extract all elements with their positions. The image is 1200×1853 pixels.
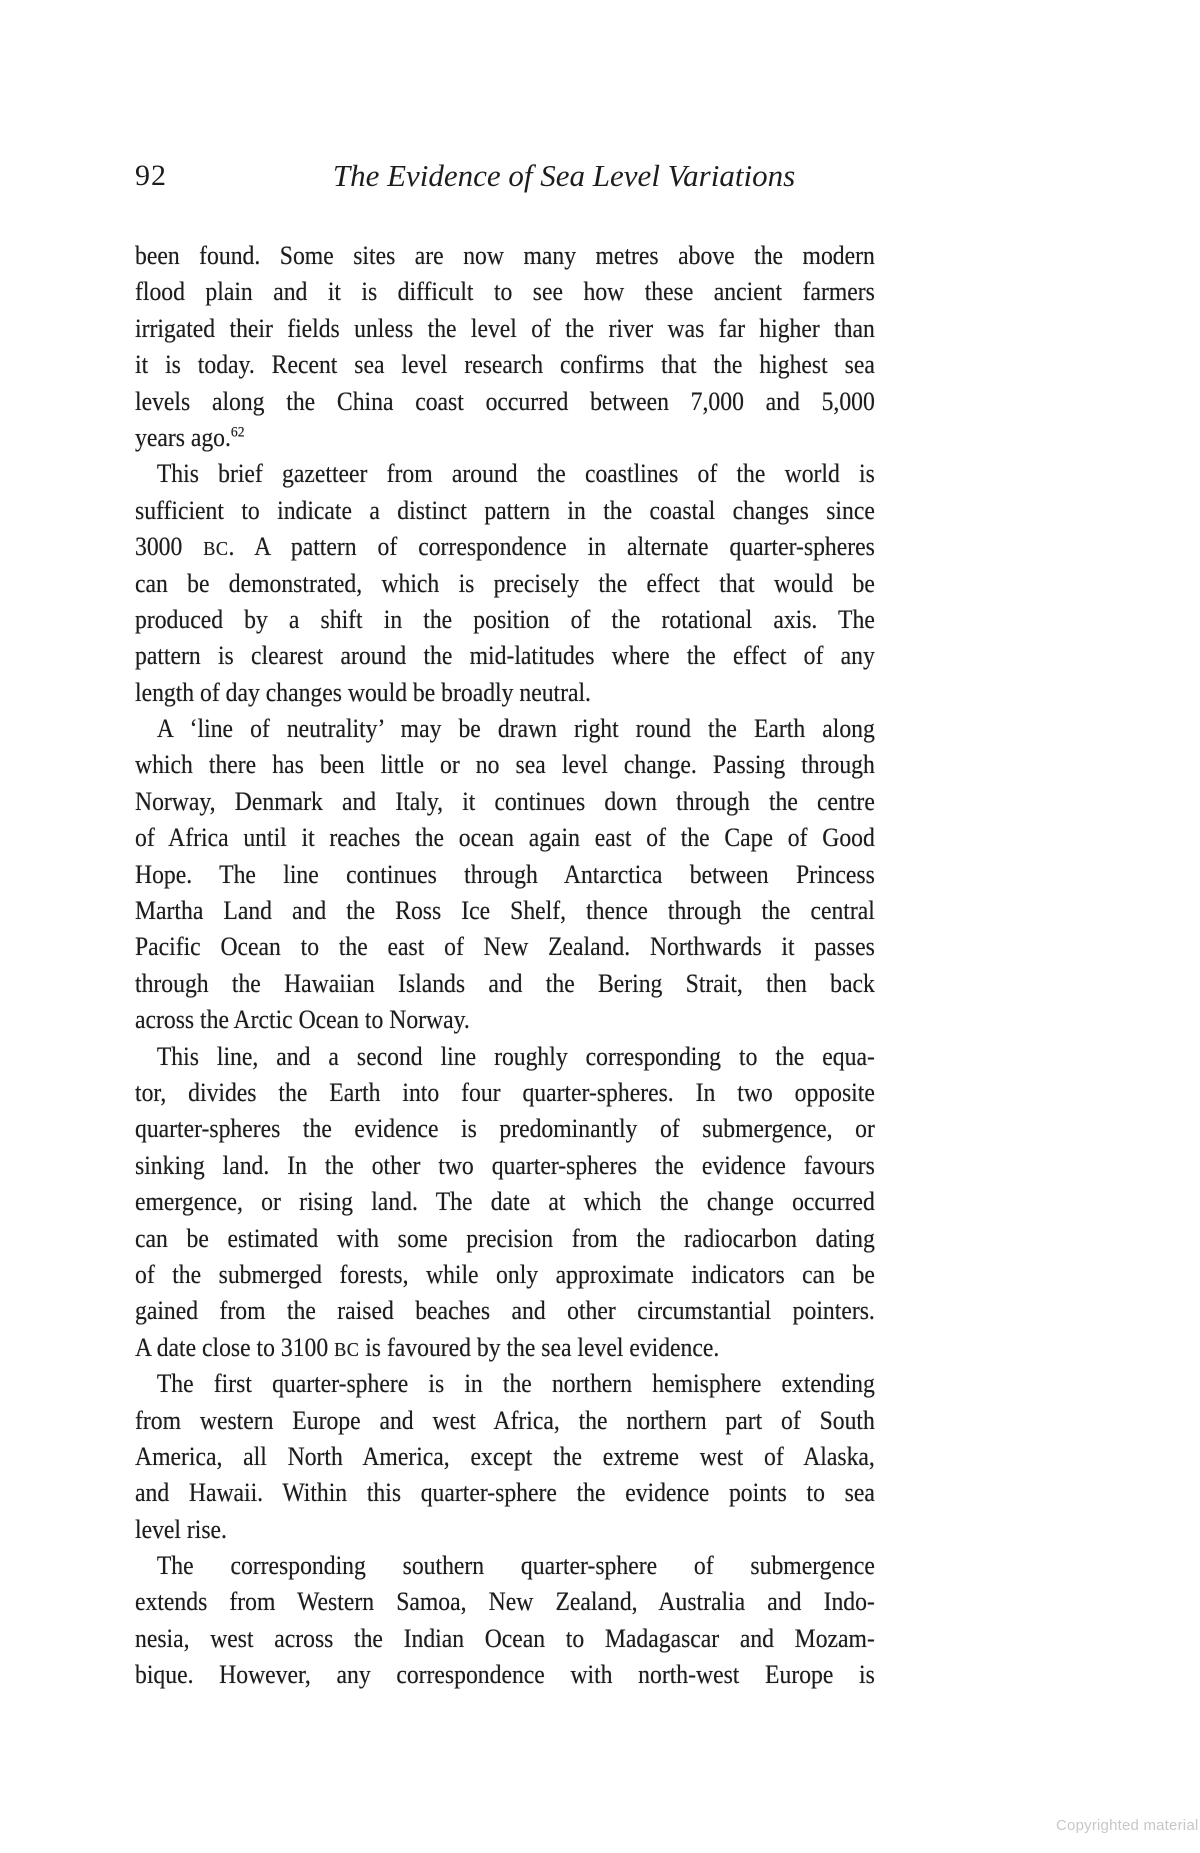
text-line: quarter-spheres the evidence is predominantly of submergence, or [135,1114,875,1144]
text-line: 3000 BC. A pattern of correspondence in alternate quarter-spheres [135,532,875,562]
paragraph [135,1548,875,1694]
text-line: from western Europe and west Africa, the northern part of South [135,1405,875,1435]
page-number: 92 [135,159,167,192]
text-line: and Hawaii. Within this quarter-sphere the evidence points to sea [135,1478,875,1508]
text-line: bique. However, any correspondence with north-west Europe is [135,1660,875,1690]
text-line: produced by a shift in the position of the rotational axis. The [135,604,875,634]
text-line: across the Arctic Ocean to Norway. [135,1005,470,1035]
text-line: Pacific Ocean to the east of New Zealand. Northwards it passes [135,932,875,962]
text-line: tor, divides the Earth into four quarter-spheres. In two opposite [135,1077,875,1107]
paragraph [135,711,875,1039]
text-line: years ago.$^{62}$ [135,422,245,452]
text-line: which there has been little or no sea level change. Passing through [135,750,875,780]
paragraph [135,1366,875,1548]
copyright-watermark: Copyrighted material [1056,1817,1199,1834]
text-line: A ‘line of neutrality’ may be drawn right round the Earth along [156,714,875,744]
text-line: Norway, Denmark and Italy, it continues down through the centre [135,786,875,816]
text-line: The first quarter-sphere is in the northern hemisphere extending [156,1369,875,1399]
small-caps-text: BC [334,1338,360,1361]
text-line: levels along the China coast occurred between 7,000 and 5,000 [135,386,875,416]
text-line: emergence, or rising land. The date at which the change occurred [135,1187,875,1217]
text-line: nesia, west across the Indian Ocean to Madagascar and Mozam- [135,1623,875,1653]
footnote-marker: 62 [230,424,245,441]
text-line: irrigated their fields unless the level of the river was far higher than [135,313,875,343]
text-line: of Africa until it reaches the ocean again east of the Cape of Good [135,823,875,853]
text-line: sinking land. In the other two quarter-spheres the evidence favours [135,1150,875,1180]
text-line: This brief gazetteer from around the coastlines of the world is [156,459,875,489]
text-line: sufficient to indicate a distinct pattern in the coastal changes since [135,495,875,525]
text-line: through the Hawaiian Islands and the Bering Strait, then back [135,968,875,998]
text-line: of the submerged forests, while only approximate indicators can be [135,1259,875,1289]
text-line: length of day changes would be broadly neutral. [135,677,591,707]
text-line: This line, and a second line roughly corresponding to the equa- [156,1041,875,1071]
text-line: A date close to 3100 BC is favoured by the sea level evidence. [135,1332,720,1362]
text-line: The corresponding southern quarter-sphere of submergence [156,1551,875,1581]
text-line: it is today. Recent sea level research confirms that the highest sea [135,350,875,380]
text-line: extends from Western Samoa, New Zealand, Australia and Indo- [135,1587,875,1617]
text-line: level rise. [135,1514,227,1544]
page-header [135,156,895,196]
small-caps-text: BC [203,538,229,561]
text-line: gained from the raised beaches and other circumstantial pointers. [135,1296,875,1326]
paragraph [135,238,875,456]
text-line: can be estimated with some precision from the radiocarbon dating [135,1223,875,1253]
text-line: Hope. The line continues through Antarctica between Princess [135,859,875,889]
body-text [135,238,875,1694]
text-line: can be demonstrated, which is precisely the effect that would be [135,568,875,598]
text-line: flood plain and it is difficult to see how these ancient farmers [135,277,875,307]
running-title: The Evidence of Sea Level Variations [332,158,796,193]
paragraph [135,456,875,711]
text-line: Martha Land and the Ross Ice Shelf, thence through the central [135,896,875,926]
text-line: pattern is clearest around the mid-latitudes where the effect of any [135,641,875,671]
paragraph [135,1039,875,1367]
text-line: America, all North America, except the extreme west of Alaska, [135,1441,875,1471]
text-line: been found. Some sites are now many metres above the modern [135,241,875,270]
